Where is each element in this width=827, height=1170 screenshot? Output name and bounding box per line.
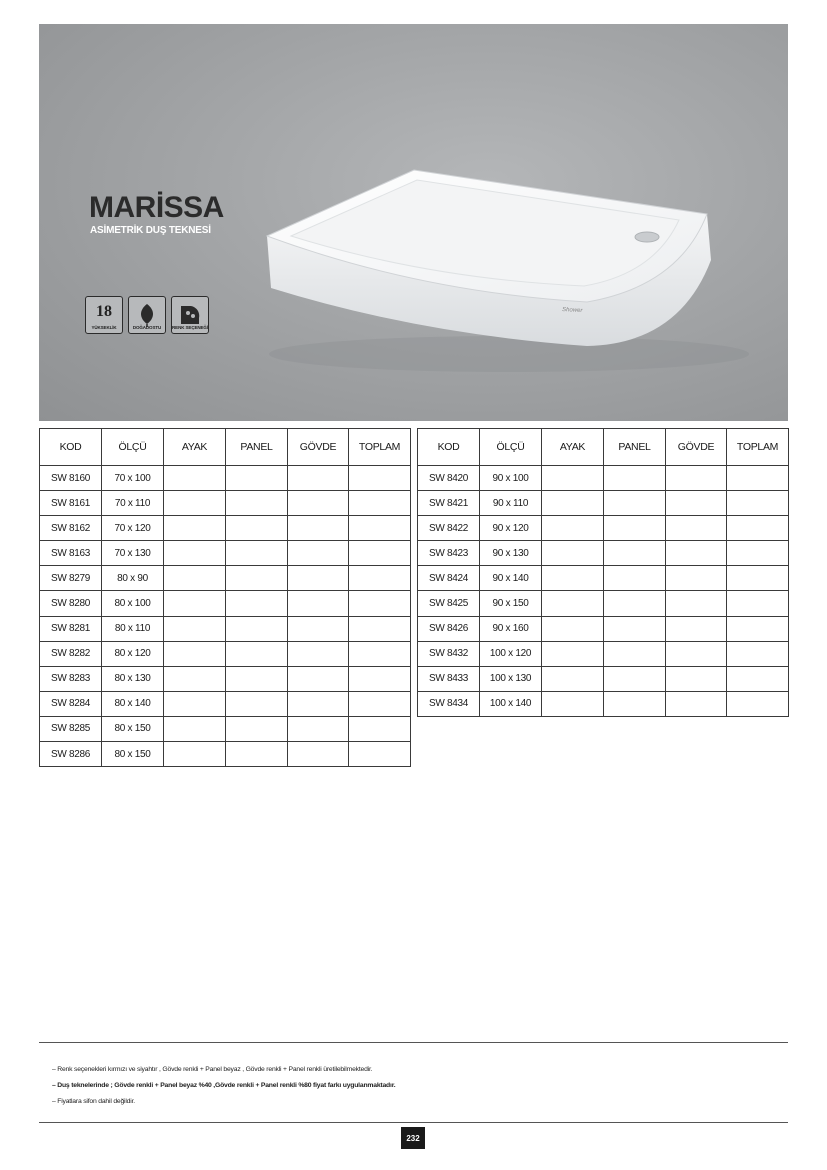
govde-cell — [666, 691, 727, 716]
table-row — [40, 716, 411, 741]
panel-cell — [226, 716, 288, 741]
toplam-cell — [349, 491, 411, 516]
olcu-cell: 80 x 150 — [102, 742, 164, 767]
ayak-cell — [542, 591, 604, 616]
table-row — [40, 566, 411, 591]
table-row — [40, 466, 411, 491]
ayak-cell — [542, 491, 604, 516]
header-olcu: ÖLÇÜ — [480, 429, 542, 466]
panel-cell — [604, 541, 666, 566]
ayak-cell — [164, 742, 226, 767]
ayak-cell — [164, 716, 226, 741]
govde-cell — [288, 491, 349, 516]
panel-cell — [226, 591, 288, 616]
toplam-cell — [727, 666, 789, 691]
header-panel: PANEL — [604, 429, 666, 466]
panel-cell — [226, 742, 288, 767]
toplam-cell — [349, 516, 411, 541]
header-olcu: ÖLÇÜ — [102, 429, 164, 466]
table-row — [40, 491, 411, 516]
ayak-cell — [542, 466, 604, 491]
kod-cell: SW 8283 — [40, 666, 102, 691]
govde-cell — [288, 716, 349, 741]
govde-cell — [288, 616, 349, 641]
header-kod: KOD — [418, 429, 480, 466]
table-row — [40, 666, 411, 691]
kod-cell: SW 8425 — [418, 591, 480, 616]
ayak-cell — [164, 616, 226, 641]
kod-cell: SW 8163 — [40, 541, 102, 566]
panel-cell — [226, 616, 288, 641]
panel-cell — [604, 591, 666, 616]
govde-cell — [288, 541, 349, 566]
panel-cell — [604, 616, 666, 641]
header-ayak: AYAK — [164, 429, 226, 466]
olcu-cell: 100 x 130 — [480, 666, 542, 691]
olcu-cell: 70 x 100 — [102, 466, 164, 491]
note-line: – Fiyatlara sifon dahil değildir. — [52, 1098, 135, 1105]
toplam-cell — [727, 541, 789, 566]
kod-cell: SW 8423 — [418, 541, 480, 566]
panel-cell — [226, 666, 288, 691]
olcu-cell: 90 x 110 — [480, 491, 542, 516]
table-row — [40, 641, 411, 666]
govde-cell — [288, 466, 349, 491]
govde-cell — [666, 491, 727, 516]
ayak-cell — [164, 516, 226, 541]
table-row — [418, 541, 789, 566]
ayak-cell — [542, 641, 604, 666]
toplam-cell — [349, 466, 411, 491]
govde-cell — [288, 742, 349, 767]
toplam-cell — [349, 541, 411, 566]
header-govde: GÖVDE — [666, 429, 727, 466]
note-line: – Duş teknelerinde ; Gövde renkli + Panel beyaz %40 ,Gövde renkli + Panel renkli %80 fiyat farkı uygulanmaktadır. — [52, 1082, 396, 1089]
table-row — [418, 616, 789, 641]
panel-cell — [604, 516, 666, 541]
ayak-cell — [164, 641, 226, 666]
toplam-cell — [727, 466, 789, 491]
panel-cell — [226, 691, 288, 716]
color-caption: RENK SEÇENEĞİ — [172, 325, 208, 330]
toplam-cell — [349, 716, 411, 741]
kod-cell: SW 8422 — [418, 516, 480, 541]
price-table-right — [417, 428, 789, 717]
product-subtitle: ASİMETRİK DUŞ TEKNESİ — [90, 225, 211, 236]
table-row — [418, 466, 789, 491]
product-hero-image — [39, 24, 788, 421]
olcu-cell: 80 x 150 — [102, 716, 164, 741]
kod-cell: SW 8285 — [40, 716, 102, 741]
kod-cell: SW 8424 — [418, 566, 480, 591]
olcu-cell: 80 x 100 — [102, 591, 164, 616]
kod-cell: SW 8426 — [418, 616, 480, 641]
ayak-cell — [542, 666, 604, 691]
header-toplam: TOPLAM — [727, 429, 789, 466]
olcu-cell: 90 x 100 — [480, 466, 542, 491]
table-row — [418, 491, 789, 516]
table-row — [40, 541, 411, 566]
olcu-cell: 70 x 110 — [102, 491, 164, 516]
panel-cell — [604, 691, 666, 716]
toplam-cell — [349, 616, 411, 641]
tray-brand-label: Shower — [561, 307, 583, 315]
olcu-cell: 90 x 160 — [480, 616, 542, 641]
olcu-cell: 100 x 140 — [480, 691, 542, 716]
ayak-cell — [164, 541, 226, 566]
ayak-cell — [164, 691, 226, 716]
table-row — [40, 516, 411, 541]
olcu-cell: 90 x 150 — [480, 591, 542, 616]
toplam-cell — [349, 641, 411, 666]
ayak-cell — [164, 566, 226, 591]
toplam-cell — [727, 491, 789, 516]
table-row — [418, 516, 789, 541]
panel-cell — [604, 666, 666, 691]
notes-divider — [39, 1042, 788, 1043]
panel-cell — [226, 516, 288, 541]
ayak-cell — [164, 591, 226, 616]
olcu-cell: 70 x 120 — [102, 516, 164, 541]
olcu-cell: 80 x 120 — [102, 641, 164, 666]
govde-cell — [288, 666, 349, 691]
table-row — [418, 666, 789, 691]
kod-cell: SW 8421 — [418, 491, 480, 516]
kod-cell: SW 8284 — [40, 691, 102, 716]
toplam-cell — [727, 566, 789, 591]
olcu-cell: 100 x 120 — [480, 641, 542, 666]
kod-cell: SW 8282 — [40, 641, 102, 666]
panel-cell — [226, 566, 288, 591]
toplam-cell — [349, 742, 411, 767]
govde-cell — [666, 616, 727, 641]
govde-cell — [666, 541, 727, 566]
table-row — [40, 742, 411, 767]
govde-cell — [288, 691, 349, 716]
govde-cell — [666, 466, 727, 491]
kod-cell: SW 8279 — [40, 566, 102, 591]
olcu-cell: 80 x 110 — [102, 616, 164, 641]
notes-block — [52, 1062, 395, 1110]
price-table-left — [39, 428, 411, 767]
ayak-cell — [164, 466, 226, 491]
table-row — [418, 566, 789, 591]
panel-cell — [604, 466, 666, 491]
toplam-cell — [727, 591, 789, 616]
header-toplam: TOPLAM — [349, 429, 411, 466]
eco-caption: DOĞADOSTU — [132, 325, 162, 330]
kod-cell: SW 8162 — [40, 516, 102, 541]
ayak-cell — [164, 491, 226, 516]
ayak-cell — [542, 516, 604, 541]
govde-cell — [666, 566, 727, 591]
header-ayak: AYAK — [542, 429, 604, 466]
toplam-cell — [727, 641, 789, 666]
panel-cell — [604, 491, 666, 516]
olcu-cell: 90 x 140 — [480, 566, 542, 591]
olcu-cell: 70 x 130 — [102, 541, 164, 566]
govde-cell — [666, 666, 727, 691]
toplam-cell — [349, 591, 411, 616]
header-panel: PANEL — [226, 429, 288, 466]
kod-cell: SW 8432 — [418, 641, 480, 666]
ayak-cell — [542, 616, 604, 641]
olcu-cell: 80 x 130 — [102, 666, 164, 691]
table-row — [418, 591, 789, 616]
panel-cell — [226, 541, 288, 566]
table-row — [40, 591, 411, 616]
kod-cell: SW 8286 — [40, 742, 102, 767]
product-title: MARİSSA — [89, 191, 224, 224]
table-header-row — [40, 429, 411, 466]
header-kod: KOD — [40, 429, 102, 466]
govde-cell — [288, 516, 349, 541]
table-row — [40, 616, 411, 641]
kod-cell: SW 8433 — [418, 666, 480, 691]
table-row — [418, 641, 789, 666]
govde-cell — [288, 591, 349, 616]
ayak-cell — [542, 691, 604, 716]
ayak-cell — [164, 666, 226, 691]
govde-cell — [288, 566, 349, 591]
govde-cell — [666, 641, 727, 666]
kod-cell: SW 8420 — [418, 466, 480, 491]
footer-divider — [39, 1122, 788, 1123]
height-value: 18 — [96, 303, 112, 320]
toplam-cell — [727, 691, 789, 716]
olcu-cell: 90 x 130 — [480, 541, 542, 566]
table-row — [418, 691, 789, 716]
kod-cell: SW 8161 — [40, 491, 102, 516]
panel-cell — [604, 566, 666, 591]
page-number: 232 — [401, 1127, 425, 1149]
header-govde: GÖVDE — [288, 429, 349, 466]
panel-cell — [226, 466, 288, 491]
table-row — [40, 691, 411, 716]
panel-cell — [226, 491, 288, 516]
table-header-row — [418, 429, 789, 466]
toplam-cell — [349, 666, 411, 691]
toplam-cell — [727, 616, 789, 641]
toplam-cell — [349, 566, 411, 591]
ayak-cell — [542, 541, 604, 566]
govde-cell — [666, 591, 727, 616]
olcu-cell: 80 x 90 — [102, 566, 164, 591]
govde-cell — [666, 516, 727, 541]
kod-cell: SW 8160 — [40, 466, 102, 491]
panel-cell — [604, 641, 666, 666]
toplam-cell — [349, 691, 411, 716]
kod-cell: SW 8280 — [40, 591, 102, 616]
kod-cell: SW 8434 — [418, 691, 480, 716]
olcu-cell: 90 x 120 — [480, 516, 542, 541]
kod-cell: SW 8281 — [40, 616, 102, 641]
toplam-cell — [727, 516, 789, 541]
note-line: – Renk seçenekleri kırmızı ve siyahtır , Gövde renkli + Panel beyaz , Gövde renkli + Panel renkli üretilebilmektedir. — [52, 1066, 373, 1073]
olcu-cell: 80 x 140 — [102, 691, 164, 716]
govde-cell — [288, 641, 349, 666]
panel-cell — [226, 641, 288, 666]
height-caption: YÜKSEKLİK — [91, 325, 117, 330]
ayak-cell — [542, 566, 604, 591]
